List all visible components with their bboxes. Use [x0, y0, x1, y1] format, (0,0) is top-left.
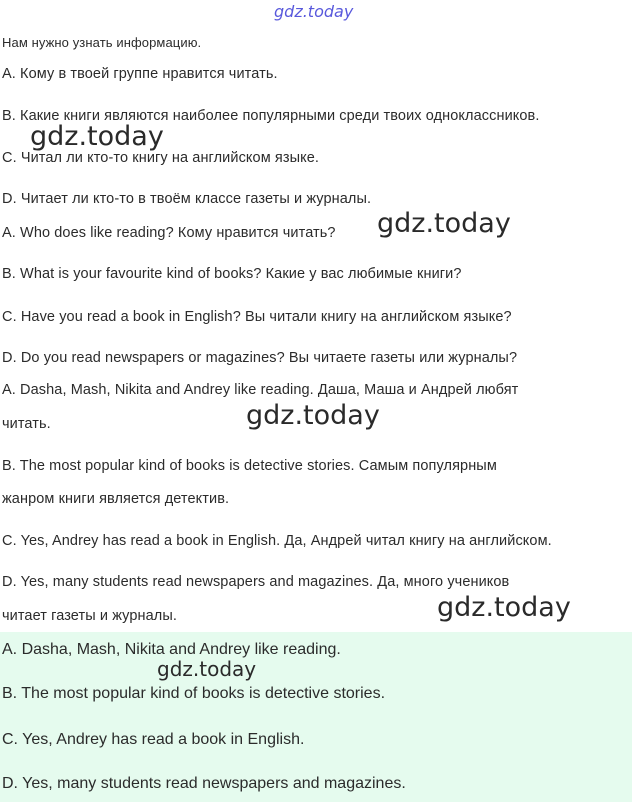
question-ru-c: C. Читал ли кто-то книгу на английском языке. — [2, 150, 320, 166]
watermark: gdz.today — [437, 592, 571, 623]
answer-b-line1: B. The most popular kind of books is detective stories. Самым популярным — [2, 458, 497, 474]
answer-b-line2: жанром книги является детектив. — [2, 491, 230, 507]
final-answer-b: B. The most popular kind of books is detective stories. — [2, 685, 386, 702]
question-en-b: B. What is your favourite kind of books? Какие у вас любимые книги? — [2, 266, 462, 282]
watermark: gdz.today — [157, 657, 257, 681]
watermark: gdz.today — [30, 121, 164, 152]
answer-d-line1: D. Yes, many students read newspapers and magazines. Да, много учеников — [2, 574, 510, 590]
watermark: gdz.today — [377, 208, 511, 239]
watermark: gdz.today — [246, 400, 380, 431]
intro-text: Нам нужно узнать информацию. — [2, 35, 202, 50]
answer-a-line2: читать. — [2, 416, 51, 432]
question-ru-d: D. Читает ли кто-то в твоём классе газеты и журналы. — [2, 191, 372, 207]
final-answer-c: C. Yes, Andrey has read a book in English. — [2, 731, 305, 748]
final-answer-a: A. Dasha, Mash, Nikita and Andrey like reading. — [2, 641, 341, 658]
question-ru-a: A. Кому в твоей группе нравится читать. — [2, 66, 278, 82]
question-en-d: D. Do you read newspapers or magazines? Вы читаете газеты или журналы? — [2, 350, 518, 366]
final-answer-d: D. Yes, many students read newspapers and magazines. — [2, 775, 406, 792]
answer-d-line2: читает газеты и журналы. — [2, 608, 178, 624]
answer-a-line1: A. Dasha, Mash, Nikita and Andrey like reading. Даша, Маша и Андрей любят — [2, 382, 519, 398]
final-answers-block — [0, 632, 632, 802]
answer-c-line1: C. Yes, Andrey has read a book in English. Да, Андрей читал книгу на английском. — [2, 533, 552, 549]
question-en-a: A. Who does like reading? Кому нравится читать? — [2, 225, 336, 241]
question-ru-b: B. Какие книги являются наиболее популярными среди твоих одноклассников. — [2, 108, 540, 124]
question-en-c: C. Have you read a book in English? Вы читали книгу на английском языке? — [2, 309, 512, 325]
top-watermark: gdz.today — [274, 2, 354, 21]
